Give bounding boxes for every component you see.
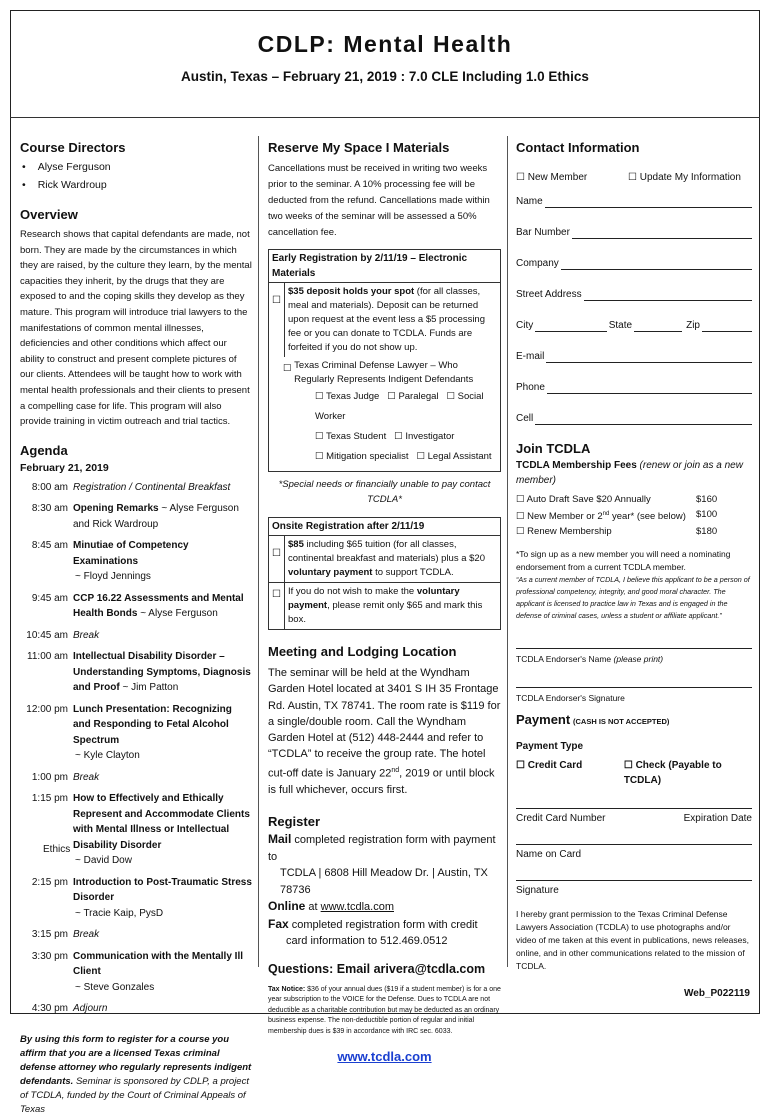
attendee-type-options — [269, 357, 500, 471]
special-needs-note: *Special needs or financially unable to pay contact TCDLA* — [278, 479, 491, 505]
directors-list — [20, 158, 252, 194]
email-field[interactable]: E-mail — [516, 351, 752, 363]
option-texas-student[interactable]: ☐ Texas Student — [315, 431, 387, 442]
endorser-signature-line[interactable] — [516, 671, 752, 688]
meeting-heading: Meeting and Lodging Location — [268, 644, 457, 659]
payment-type-options — [516, 758, 752, 788]
signature-label: Signature — [516, 885, 559, 897]
agenda-time: 11:00 am — [27, 651, 68, 663]
fees-label: TCDLA Membership Fees (renew or join as a new member) — [516, 460, 743, 486]
option-mitigation-specialist[interactable]: ☐ Mitigation specialist — [315, 451, 409, 462]
option-social-worker[interactable]: ☐ Social Worker — [315, 391, 484, 422]
endorser-name-line[interactable] — [516, 632, 752, 649]
agenda-description: How to Effectively and Ethically Represent and Accommodate Clients with Mental Illness or Intellectual Disability Disorder ~ David Dow Ethics — [43, 793, 250, 867]
agenda-time: 1:00 pm — [31, 771, 68, 783]
column-divider-2 — [507, 136, 508, 967]
register-heading: Register — [268, 814, 321, 830]
overview-text: Research shows that capital defendants are made, not born. They are made by the circumstances in which they are raised, by the culture they learn, by the mental capacities they inherit, by the drugs that they are exposed to and the coping skills they develop as they mature. This program will introduce trial lawyers to the manifestations of common mental illnesses, deficiencies and other conditions which affect our ability to construct and present complete pictures of our clients. Attendees will be taught how to work with mental health professionals and their clients to present a compelling case for life. This program will also provide training in victim outreach and trial tactics. — [20, 229, 252, 428]
cc-labels: Credit Card Number Expiration Date — [516, 813, 752, 825]
reserve-heading: Reserve My Space I Materials — [268, 140, 450, 155]
checkbox-icon: ☐ — [628, 172, 637, 183]
right-column — [516, 140, 752, 973]
city-state-zip-field[interactable]: City State Zip — [516, 320, 752, 332]
agenda-item — [20, 628, 252, 644]
fees-list — [516, 492, 752, 539]
endorse-note: *To sign up as a new member you will need a nominating endorsement from a current TCDLA member. — [516, 549, 731, 573]
agenda-description: Minutiae of Competency Examinations ~ Floyd Jennings — [73, 540, 189, 583]
agenda-date: February 21, 2019 — [20, 461, 109, 474]
fee-price: $160 — [696, 494, 718, 505]
agenda-time: 2:15 pm — [31, 876, 68, 888]
agenda-item — [20, 501, 252, 532]
fee-option[interactable]: ☐ Renew Membership $180 — [516, 526, 718, 538]
early-registration-heading: Early Registration by 2/11/19 – Electronic Materials — [269, 250, 500, 283]
member-type-options — [516, 170, 752, 185]
payment-heading-row: Payment (CASH IS NOT ACCEPTED) — [516, 712, 670, 728]
checkbox-icon: ☐ — [623, 760, 633, 772]
agenda-description: Lunch Presentation: Recognizing and Responding to Fetal Alcohol Spectrum ~ Kyle Clayton — [73, 703, 232, 762]
no-voluntary-payment-text: If you do not wish to make the voluntary payment, please remit only $65 and mark this box. — [288, 586, 483, 625]
website-link[interactable]: www.tcdla.com — [337, 1049, 432, 1065]
credit-card-number-line[interactable] — [516, 794, 752, 809]
questions-email[interactable]: Questions: Email arivera@tcdla.com — [268, 961, 486, 976]
agenda-item — [20, 649, 252, 696]
list-item: • Rick Wardroup — [20, 176, 252, 194]
register-online: Online at www.tcdla.com — [268, 899, 394, 914]
checkbox-icon: ☐ — [315, 451, 324, 462]
early-registration-box — [268, 249, 501, 472]
contact-fields — [516, 196, 752, 425]
agenda-time: 8:00 am — [31, 481, 68, 493]
checkbox-icon: ☐ — [387, 391, 396, 402]
bar-number-field[interactable]: Bar Number — [516, 227, 752, 239]
tax-notice: Tax Notice: $36 of your annual dues ($19 if a student member) is for a one year subscription to the VOICE for the Defense. Dues to TCDLA are not deductible as a charitable contribution but may be deducted as an ordinary business expense. The non-deductible portion of regular and initial membership dues is $39 in accordance with IRC sec. 6033. — [268, 985, 501, 1035]
photo-permission: I hereby grant permission to the Texas Criminal Defense Lawyers Association (TCDLA) to use photographs and/or video of me taken at this event in publications, news releases, online, and in other communications related to the mission of TCDLA. — [516, 909, 749, 972]
fee-price: $100 — [696, 509, 718, 520]
street-address-field[interactable]: Street Address — [516, 289, 752, 301]
early-deposit-text: $35 deposit holds your spot (for all classes, meal and materials). Deposit can be returned upon request at the event less a $5 processing fee or you can donate to TCDLA. Funds are forfeited if you do not show up. — [288, 286, 485, 353]
join-heading: Join TCDLA — [516, 441, 591, 456]
endorser-name-label: TCDLA Endorser's Name (please print) — [516, 654, 664, 665]
option-texas-judge[interactable]: ☐ Texas Judge — [315, 391, 380, 402]
register-methods — [268, 831, 501, 950]
online-link[interactable]: www.tcdla.com — [320, 901, 394, 914]
option-paralegal[interactable]: ☐ Paralegal — [387, 391, 439, 402]
payment-type-label: Payment Type — [516, 741, 584, 753]
agenda-time: 10:45 am — [26, 629, 68, 641]
phone-field[interactable]: Phone — [516, 382, 752, 394]
overview-heading: Overview — [20, 207, 78, 222]
agenda-item — [20, 702, 252, 764]
onsite-registration-box — [268, 517, 501, 630]
middle-column — [268, 140, 501, 1064]
agenda-description: CCP 16.22 Assessments and Mental Health Bonds ~ Alyse Ferguson — [73, 592, 244, 620]
checkbox-icon: ☐ — [416, 451, 425, 462]
checkbox-icon: ☐ — [516, 494, 525, 505]
disclaimer: By using this form to register for a course you affirm that you are a licensed Texas criminal defense attorney who regularly represents indigent defendants. Seminar is sponsored by CDLP, a project of TCDLA, funded by the Court of Criminal Appeals of Texas — [20, 1033, 252, 1115]
new-member-option[interactable]: ☐ New Member — [516, 172, 588, 183]
left-column — [20, 140, 252, 1117]
agenda-time: 8:30 am — [31, 503, 68, 515]
contact-heading: Contact Information — [516, 140, 640, 155]
onsite-fee-checkbox[interactable]: ☐ — [269, 536, 285, 582]
agenda-item — [20, 1001, 252, 1017]
checkbox-icon: ☐ — [516, 511, 525, 523]
early-deposit-checkbox[interactable]: ☐ — [269, 283, 285, 357]
credit-card-option[interactable]: ☐ Credit Card — [516, 760, 583, 772]
endorser-signature-label: TCDLA Endorser's Signature — [516, 693, 625, 704]
mail-address: TCDLA | 6808 Hill Meadow Dr. | Austin, TX 78736 — [280, 867, 488, 896]
list-item: • Alyse Ferguson — [20, 158, 252, 176]
bullet-icon: • — [22, 161, 26, 173]
agenda-item — [20, 791, 252, 869]
column-divider-1 — [258, 136, 259, 967]
company-field[interactable]: Company — [516, 258, 752, 270]
page-title: CDLP: Mental Health — [257, 31, 513, 57]
agenda-time: 3:15 pm — [31, 929, 68, 941]
cancellation-text: Cancellations must be received in writing two weeks prior to the seminar. A 10% processing fee will be deducted from the refund. Cancellations made within two weeks of the seminar will be assessed a 50% cancellation fee. — [268, 163, 490, 238]
no-voluntary-payment-checkbox[interactable]: ☐ — [269, 583, 285, 629]
course-directors-heading: Course Directors — [20, 140, 126, 155]
agenda-item — [20, 538, 252, 585]
agenda-time: 4:30 pm — [31, 1003, 68, 1015]
agenda-description: Break — [73, 771, 100, 783]
page-subtitle: Austin, Texas – February 21, 2019 : 7.0 CLE Including 1.0 Ethics — [181, 69, 589, 84]
agenda-description: Opening Remarks ~ Alyse Ferguson and Rick Wardroup — [73, 503, 239, 530]
agenda-description: Communication with the Mentally Ill Client ~ Steve Gonzales — [73, 950, 244, 993]
ethics-label: Ethics — [43, 843, 71, 855]
option-texas-criminal-defense-lawyer[interactable]: ☐ Texas Criminal Defense Lawyer – Who Regularly Represents Indigent Defendants — [283, 360, 474, 385]
agenda-description: Registration / Continental Breakfast — [73, 481, 231, 493]
check-option[interactable]: ☐ Check (Payable to TCDLA) — [623, 760, 722, 787]
agenda-description: Intellectual Disability Disorder – Understanding Symptoms, Diagnosis and Proof ~ Jim Patton — [73, 651, 251, 694]
fee-option[interactable]: ☐ Auto Draft Save $20 Annually $160 — [516, 494, 718, 505]
checkbox-icon: ☐ — [283, 363, 292, 374]
checkbox-icon: ☐ — [516, 172, 525, 183]
register-fax: Fax completed registration form with credit card information to 512.469.0512 — [268, 916, 478, 948]
checkbox-icon: ☐ — [394, 431, 403, 442]
agenda-time: 1:15 pm — [31, 793, 68, 805]
option-investigator[interactable]: ☐ Investigator — [394, 431, 455, 442]
bullet-icon: • — [22, 179, 26, 191]
agenda-description: Adjourn — [73, 1003, 108, 1015]
agenda-list — [20, 480, 252, 1017]
agenda-item — [20, 927, 252, 943]
checkbox-icon: ☐ — [516, 760, 525, 772]
header-divider — [10, 117, 760, 118]
agenda-description: Introduction to Post-Traumatic Stress Disorder ~ Tracie Kaip, PysD — [73, 876, 252, 919]
name-on-card-line[interactable] — [516, 830, 752, 845]
name-on-card-label: Name on Card — [516, 849, 582, 861]
endorse-quote: “As a current member of TCDLA, I believe this applicant to be a person of professional competency, integrity, and good moral character. The applicant is licensed to practice law in Texas and is engaged in the defense of criminal cases, unless a student or affiliate applicant.” — [516, 575, 750, 621]
agenda-description: Break — [73, 629, 100, 641]
agenda-time: 12:00 pm — [26, 703, 68, 715]
agenda-time: 3:30 pm — [31, 950, 68, 962]
agenda-item — [20, 875, 252, 922]
cell-field[interactable]: Cell — [516, 413, 752, 425]
checkbox-icon: ☐ — [315, 391, 324, 402]
agenda-time: 8:45 am — [31, 540, 68, 552]
agenda-item — [20, 949, 252, 996]
signature-line[interactable] — [516, 866, 752, 881]
agenda-description: Break — [73, 929, 100, 941]
name-field[interactable]: Name — [516, 196, 752, 208]
onsite-fee-text: $85 including $65 tuition (for all classes, continental breakfast and materials) plus a $20 voluntary payment to support TCDLA. — [288, 539, 485, 578]
register-mail: Mail completed registration form with payment to — [268, 832, 496, 863]
meeting-text: The seminar will be held at the Wyndham Garden Hotel located at 3401 S IH 35 Frontage Rd. Austin, TX 78741. The room rate is $119 for a single/double room. Call the Wyndham Garden Hotel at (512) 448-2444 and refer to “TCDLA” to receive the group rate. The hotel cut-off date is January 22nd, 2019 or until block is full whichever, occurs first. — [268, 667, 501, 796]
update-info-option[interactable]: ☐ Update My Information — [628, 172, 741, 183]
form-code: Web_P022119 — [684, 988, 750, 999]
agenda-item — [20, 770, 252, 786]
checkbox-icon: ☐ — [516, 526, 525, 538]
checkbox-icon: ☐ — [315, 431, 324, 442]
fee-price: $180 — [696, 526, 718, 538]
onsite-registration-heading: Onsite Registration after 2/11/19 — [269, 518, 500, 536]
fee-option[interactable]: ☐ New Member or 2nd year* (see below) $100 — [516, 509, 718, 523]
agenda-heading: Agenda — [20, 442, 68, 458]
agenda-item — [20, 480, 252, 496]
option-legal-assistant[interactable]: ☐ Legal Assistant — [416, 451, 492, 462]
agenda-time: 9:45 am — [31, 592, 68, 604]
checkbox-icon: ☐ — [446, 391, 456, 402]
agenda-item — [20, 591, 252, 622]
